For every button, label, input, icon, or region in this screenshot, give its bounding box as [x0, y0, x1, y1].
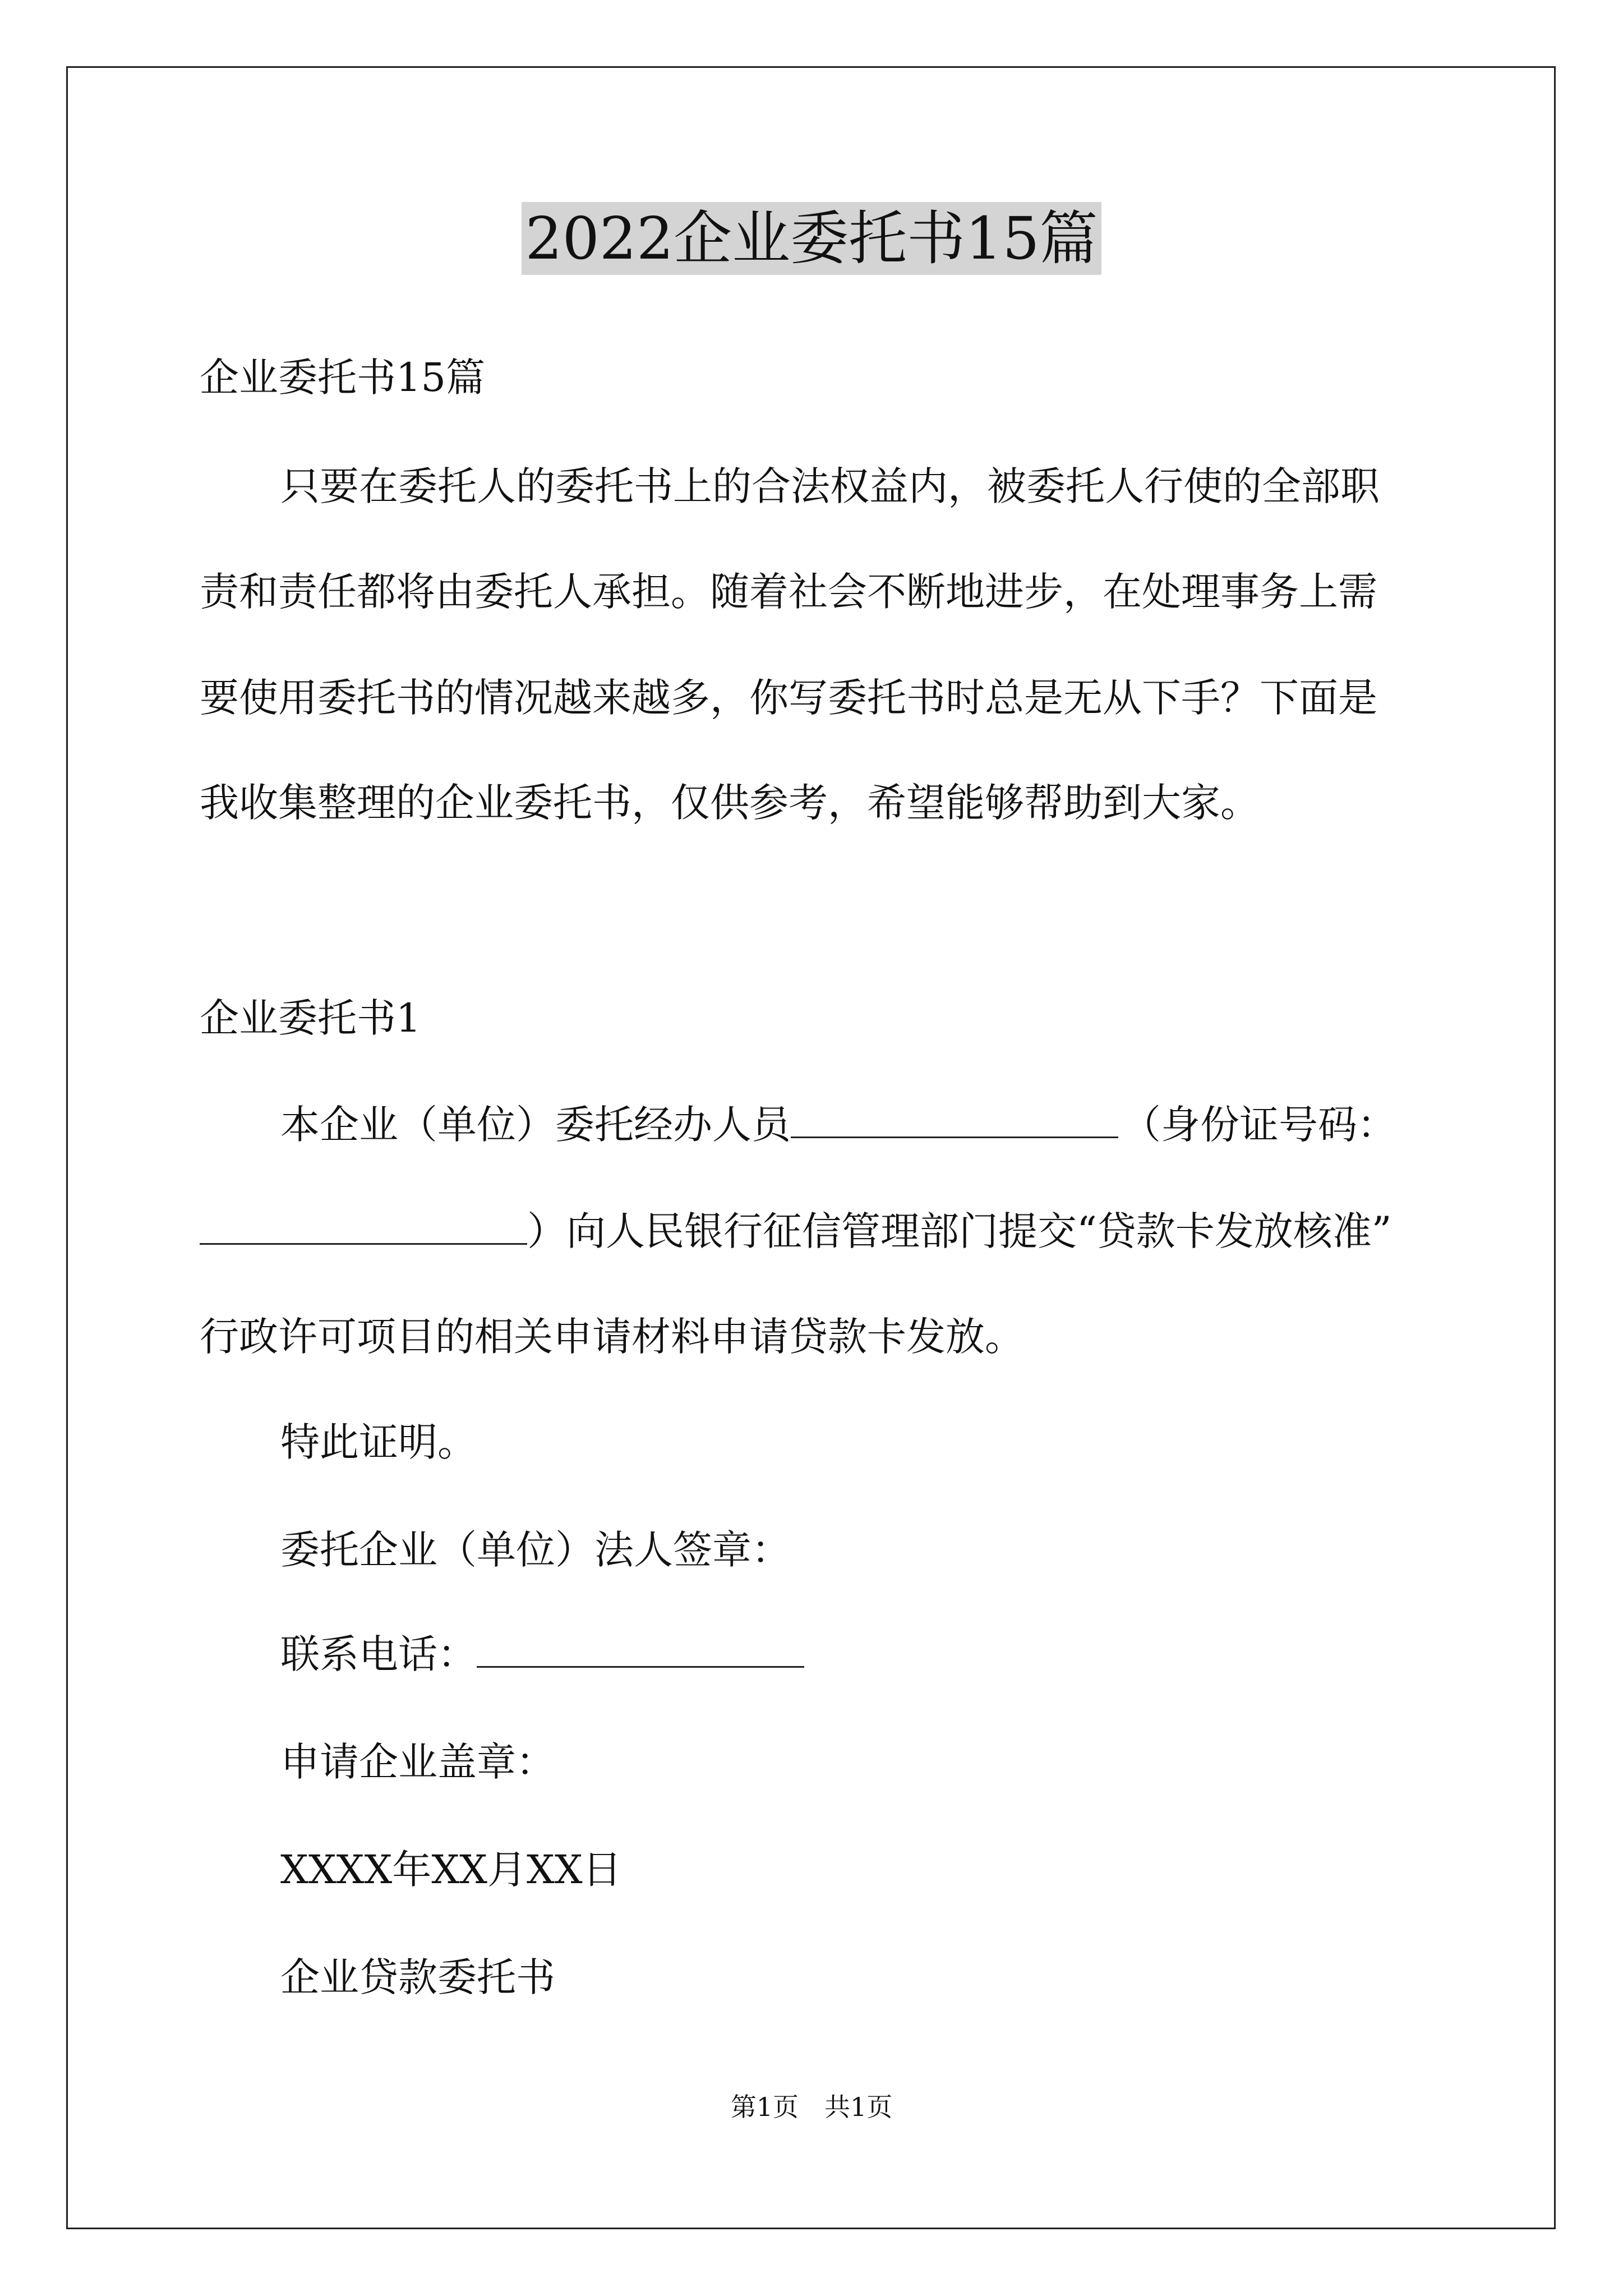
intro-line-3: 要使用委托书的情况越来越多，你写委托书时总是无从下手？下面是 — [200, 675, 1377, 721]
phone-blank — [477, 1629, 804, 1668]
intro-line-1: 只要在委托人的委托书上的合法权益内，被委托人行使的全部职 — [280, 463, 1380, 509]
body-line-1-text: 本企业（单位）委托经办人员 — [280, 1102, 791, 1148]
phone-label: 联系电话： — [280, 1631, 477, 1677]
body-line-1-tail: （身份证号码： — [1122, 1102, 1396, 1148]
seal-label: 申请企业盖章： — [280, 1739, 555, 1785]
title-container — [0, 202, 1623, 275]
section-heading: 企业委托书1 — [200, 995, 421, 1041]
body-line-3: 行政许可项目的相关申请材料申请贷款卡发放。 — [200, 1314, 1024, 1360]
date-text: XXXX年XX月XX日 — [280, 1847, 622, 1893]
body-line-1 — [280, 1099, 1396, 1150]
intro-line-2: 责和责任都将由委托人承担。随着社会不断地进步，在处理事务上需 — [200, 569, 1377, 615]
agent-name-blank — [791, 1099, 1118, 1138]
body-line-2 — [200, 1206, 1392, 1257]
page-footer: 第1页 共1页 — [730, 2092, 893, 2122]
signature-label: 委托企业（单位）法人签章： — [280, 1527, 791, 1573]
certify-text: 特此证明。 — [280, 1419, 477, 1465]
body-line-2-text: ）向人民银行征信管理部门提交“贷款卡发放核准” — [527, 1208, 1392, 1254]
phone-line — [280, 1629, 804, 1680]
subtitle: 企业委托书15篇 — [200, 355, 486, 401]
id-number-blank — [200, 1206, 527, 1245]
document-title: 2022企业委托书15篇 — [522, 202, 1101, 275]
intro-line-4: 我收集整理的企业委托书，仅供参考，希望能够帮助到大家。 — [200, 780, 1260, 826]
next-section-heading: 企业贷款委托书 — [280, 1954, 555, 2000]
